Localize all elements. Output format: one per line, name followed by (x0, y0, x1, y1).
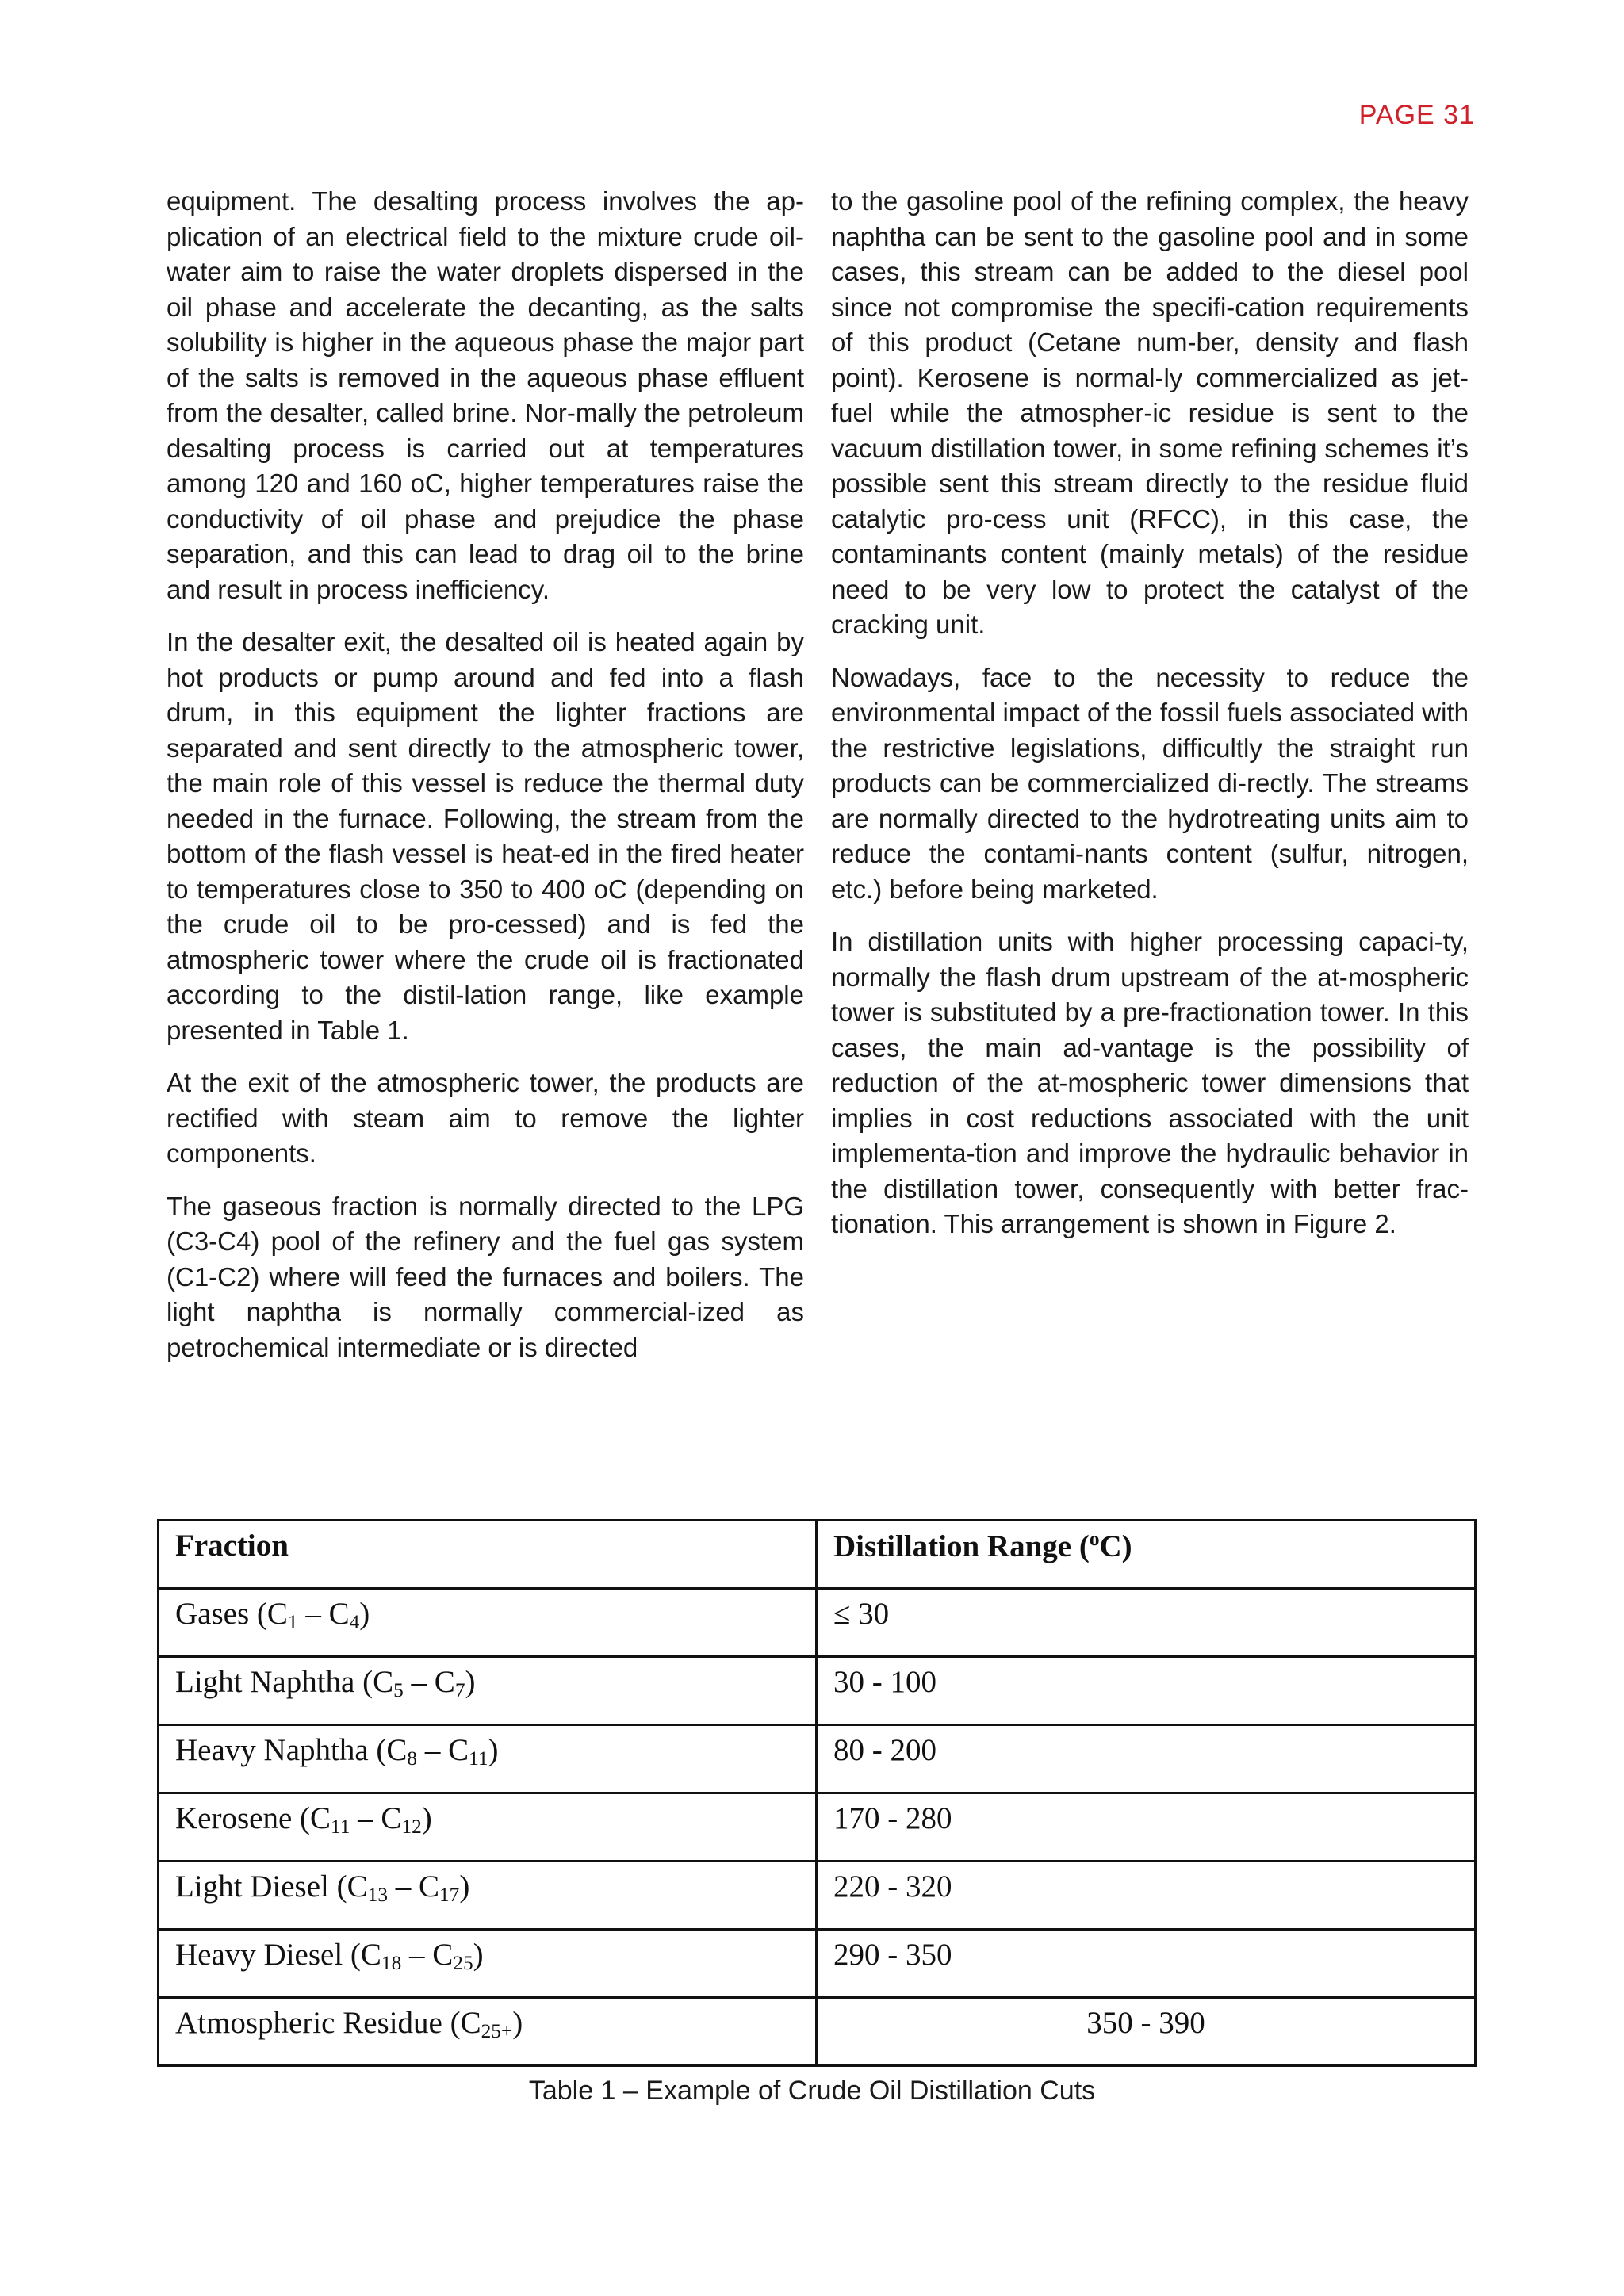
fraction-cell: Kerosene $(C_{11} - C_{12})$ (159, 1793, 817, 1862)
range-cell: 220 - 320 (817, 1862, 1476, 1930)
left-column (167, 184, 804, 1383)
paragraph: Nowadays, face to the necessity to reduce the environmental impact of the fossil fuels associated with the restrictive legislations, difficultly the straight run products can be commercialized di-rectly. The streams are normally directed to the hydrotreating units aim to reduce the contami-nants content (sulfur, nitrogen, etc.) before being marketed. (831, 662, 1469, 904)
range-cell: ≤ 30 (817, 1589, 1476, 1657)
right-column (831, 184, 1469, 1383)
table-caption: Table 1 – Example of Crude Oil Distillation Cuts (528, 2076, 1096, 2106)
fraction-cell: Gases $(C_1 - C_4)$ (159, 1589, 817, 1657)
table-header-row (159, 1521, 1476, 1589)
fraction-cell: Heavy Naphtha $(C_8 - C_{11})$ (159, 1725, 817, 1793)
paragraph: In the desalter exit, the desalted oil is heated again by hot products or pump around and fed into a flash drum, in this equipment the lighter fractions are separated and sent directly to the atmospheric tower, the main role of this vessel is reduce the thermal duty needed in the furnace. Following, the stream from the bottom of the flash vessel is heat-ed in the fired heater to temperatures close to 350 to 400 oC (depending on the crude oil to be pro-cessed) and is fed the atmospheric tower where the crude oil is fractionated according to the distil-lation range, like example presented in Table 1. (167, 627, 804, 1045)
range-cell: 170 - 280 (817, 1793, 1476, 1862)
table-row (159, 1589, 1476, 1657)
fraction-cell: Light Naphtha $(C_5 - C_7)$ (159, 1657, 817, 1725)
page-number: PAGE 31 (1358, 100, 1475, 130)
table-row (159, 1793, 1476, 1862)
fraction-cell: Light Diesel $(C_{13} - C_{17})$ (159, 1862, 817, 1930)
fraction-cell: Heavy Diesel $(C_{18} - C_{25})$ (159, 1930, 817, 1998)
fraction-cell: Atmospheric Residue $(C_{25+})$ (159, 1998, 817, 2066)
table-row (159, 1657, 1476, 1725)
header-distillation-range: Distillation Range ($^o$C) (817, 1521, 1476, 1589)
table-row (159, 1862, 1476, 1930)
paragraph: to the gasoline pool of the refining complex, the heavy naphtha can be sent to the gasoline pool and in some cases, this stream can be added to the diesel pool since not compromise the specifi-cation requirements of this product (Cetane num-ber, density and flash point). Kerosene is normal-ly commercialized as jet-fuel while the atmospher-ic residue is sent to the vacuum distillation tower, in some refining schemes it’s possible sent this stream directly to the residue fluid catalytic pro-cess unit (RFCC), in this case, the contaminants content (mainly metals) of the residue need to be very low to protect the catalyst of the cracking unit. (831, 186, 1469, 639)
body-text (167, 184, 1469, 1383)
range-cell: 80 - 200 (817, 1725, 1476, 1793)
range-cell: 290 - 350 (817, 1930, 1476, 1998)
paragraph: equipment. The desalting process involves the ap-plication of an electrical field to the mixture crude oil-water aim to raise the water droplets dispersed in the oil phase and accelerate the decanting, as the salts solubility is higher in the aqueous phase the major part of the salts is removed in the aqueous phase effluent from the desalter, called brine. Nor-mally the petroleum desalting process is carried out at temperatures among 120 and 160 oC, higher temperatures raise the conductivity of oil phase and prejudice the phase separation, and this can lead to drag oil to the brine and result in process inefficiency. (167, 186, 804, 604)
table-row (159, 1930, 1476, 1998)
header-fraction: Fraction (159, 1521, 817, 1589)
range-cell: 350 - 390 (817, 1998, 1476, 2066)
distillation-cuts-table (157, 1519, 1477, 2067)
table-row (159, 1998, 1476, 2066)
paragraph: In distillation units with higher processing capaci-ty, normally the flash drum upstream of the at-mospheric tower is substituted by a pre-fractionation tower. In this cases, the main ad-vantage is the possibility of reduction of the at-mospheric tower dimensions that implies in cost reductions associated with the unit implementa-tion and improve the hydraulic behavior in the distillation tower, consequently with better frac-tionation. This arrangement is shown in Figure 2. (831, 927, 1469, 1238)
paragraph: At the exit of the atmospheric tower, the products are rectified with steam aim to remove the lighter components. (167, 1068, 804, 1168)
table-row (159, 1725, 1476, 1793)
range-cell: 30 - 100 (817, 1657, 1476, 1725)
paragraph: The gaseous fraction is normally directed to the LPG (C3-C4) pool of the refinery and the fuel gas system (C1-C2) where will feed the furnaces and boilers. The light naphtha is normally commercial-ized as petrochemical intermediate or is directed (167, 1191, 804, 1362)
